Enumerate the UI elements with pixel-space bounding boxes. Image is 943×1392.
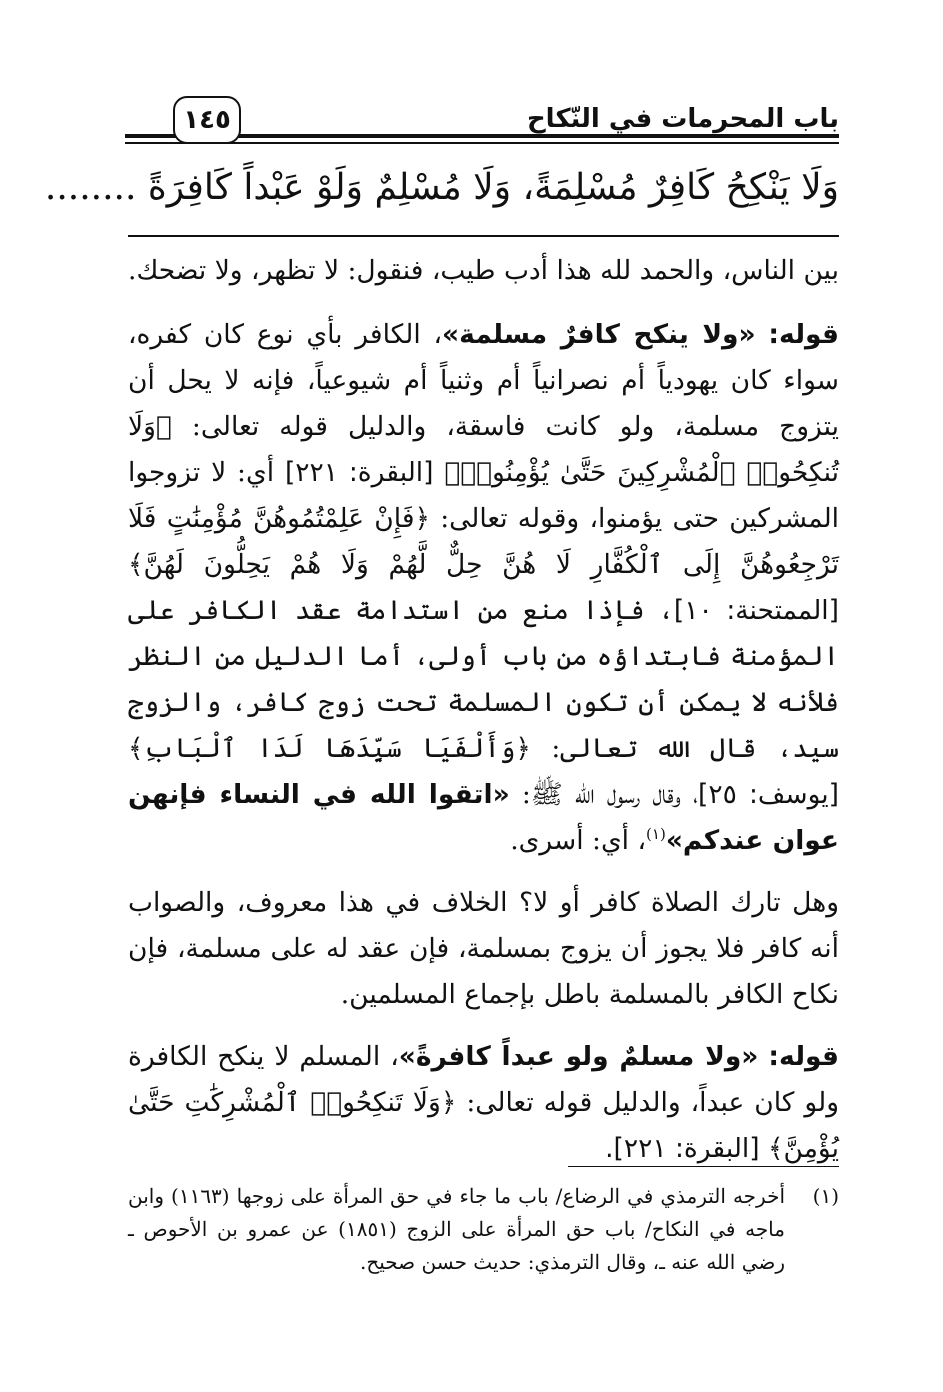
paragraph-4 <box>128 1034 839 1172</box>
quran-verse: ﴿فَإِنْ عَلِمْتُمُوهُنَّ مُؤْمِنَٰتٍ فَلَا تَرْجِعُوهُنَّ إِلَى ٱلْكُفَّارِ لَا هُنَّ حِلٌّ لَّهُمْ وَلَا هُمْ يَحِلُّونَ لَهُنَّ﴾ <box>128 503 839 580</box>
page-header <box>125 96 839 156</box>
verse-reference: [يوسف: ٢٥] <box>698 779 839 810</box>
text-segment: ، فإذا منع من استدامة عقد الكافر على المؤمنة فابتداؤه من باب أولى، أما الدليل من النظر فلأنه لا يمكن أن تكون المسلمة تحت زوج كافر، والزوج سيد، قال الله تعالى: <box>128 595 839 764</box>
text-segment: ، وقال رسول الله ﷺ: <box>509 779 699 810</box>
matn-separator <box>128 235 839 237</box>
text-segment: ، المسلم لا ينكح الكافرة ولو كان عبداً، والدليل قوله تعالى: <box>128 1041 839 1118</box>
text-segment: أي: لا تزوجوا المشركين حتى يؤمنوا، وقوله تعالى: <box>128 457 840 534</box>
footnote-separator <box>568 1166 839 1167</box>
text-segment: ، الكافر بأي نوع كان كفره، سواء كان يهودياً أم نصرانياً أم وثنياً أم شيوعياً، فإنه لا يحل أن يتزوج مسلمة، ولو كانت فاسقة، والدليل قوله تعالى: <box>128 319 839 442</box>
quran-verse: ﴿وَأَلْفَيَا سَيِّدَهَا لَدَا ٱلْبَابِ﴾ <box>128 733 531 764</box>
paragraph-2 <box>128 312 839 864</box>
paragraph-3: وهل تارك الصلاة كافر أو لا؟ الخلاف في هذا معروف، والصواب أنه كافر فلا يجوز أن يزوج بمسلمة، فإن عقد له على مسلمة، فإن نكاح الكافر بالمسلمة باطل بإجماع المسلمين. <box>128 887 839 1010</box>
quran-verse: ﴿وَلَا تَنكِحُوا۟ ٱلْمُشْرِكَٰتِ حَتَّىٰ يُؤْمِنَّ﴾ <box>128 1087 839 1164</box>
footnote-text: أخرجه الترمذي في الرضاع/ باب ما جاء في حق المرأة على زوجها (١١٦٣) وابن ماجه في النكاح/ باب حق المرأة على الزوج (١٨٥١) عن عمرو بن الأحوص ـ رضي الله عنه ـ، وقال الترمذي: حديث حسن صحيح. <box>128 1184 785 1274</box>
text-segment: ، أي: أسرى. <box>510 825 647 856</box>
page-number: ١٤٥ <box>173 96 241 144</box>
footnotes <box>128 1180 839 1279</box>
footnote-marker[interactable]: (١) <box>646 825 666 844</box>
quran-verse: ﴿وَلَا تُنكِحُوا۟ ٱلْمُشْرِكِينَ حَتَّىٰ يُؤْمِنُوا۟﴾ <box>128 411 839 488</box>
footnote-number: (١) <box>812 1184 839 1208</box>
commentary-body <box>128 248 839 1188</box>
paragraph-1: بين الناس، والحمد لله هذا أدب طيب، فنقول: لا تظهر، ولا تضحك. <box>128 255 839 286</box>
matn-text: وَلَا يَنْكِحُ كَافِرٌ مُسْلِمَةً، وَلَا مُسْلِمٌ وَلَوْ عَبْداً كَافِرَةً ........ <box>44 167 839 208</box>
matn-quote: «ولا مسلمٌ ولو عبداً كافرةً» <box>398 1041 759 1072</box>
footnote-item <box>128 1180 839 1279</box>
verse-reference: [الممتحنة: ١٠] <box>673 595 839 626</box>
lead-word: قوله: <box>768 1041 839 1072</box>
lead-word: قوله: <box>768 319 839 350</box>
verse-reference: [البقرة: ٢٢١]. <box>605 1133 769 1164</box>
running-title: باب المحرمات في النّكاح <box>526 104 839 134</box>
matn-quote: «ولا ينكح كافرٌ مسلمة» <box>442 319 756 350</box>
verse-reference: [البقرة: ٢٢١] <box>274 457 445 488</box>
hadith-quote: «اتقوا الله في النساء فإنهن عوان عندكم» <box>128 779 839 856</box>
